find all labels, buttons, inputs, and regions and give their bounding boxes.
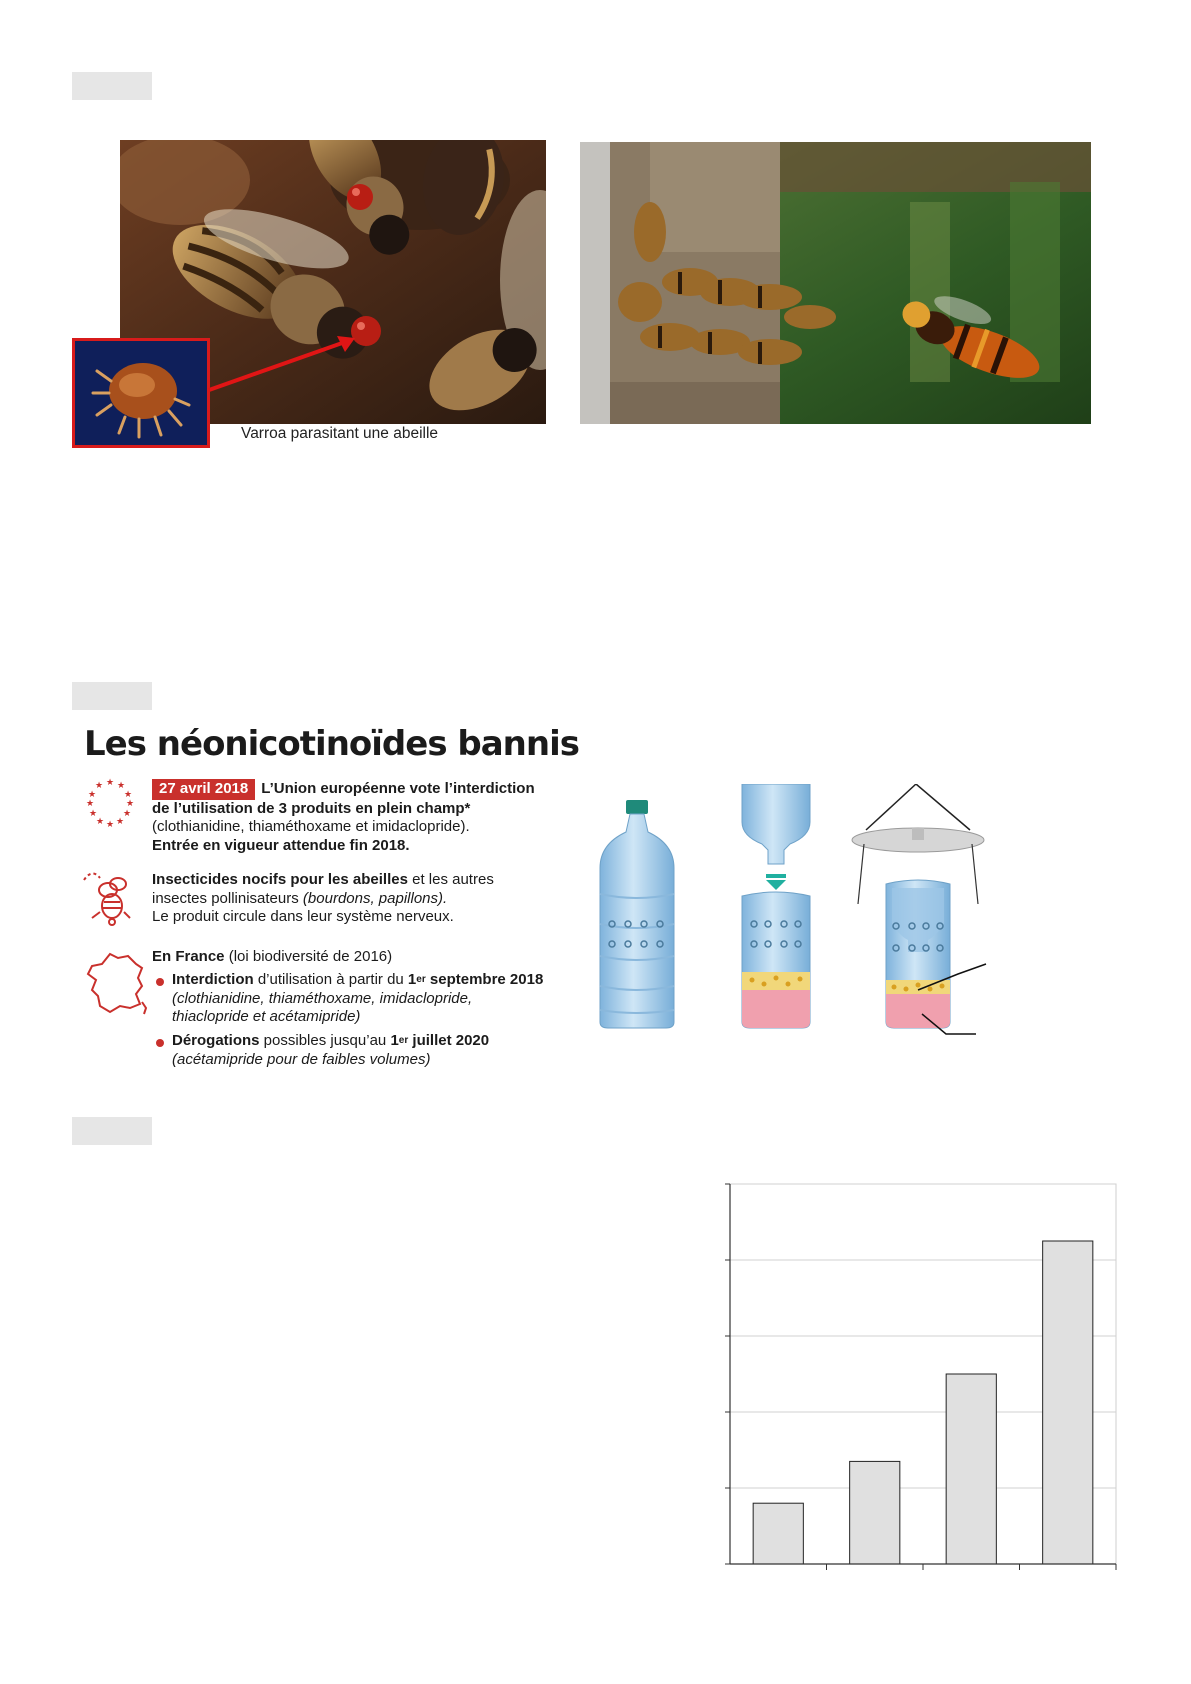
svg-text:★: ★ [122,808,132,818]
chart-bars [753,1241,1093,1564]
bottle-intact [600,800,674,1028]
svg-text:★: ★ [115,816,125,826]
svg-text:★: ★ [85,798,95,808]
svg-text:★: ★ [95,816,105,826]
svg-text:★: ★ [87,789,97,799]
hornet-hive-photo [580,142,1091,424]
bar-2 [946,1374,996,1564]
bottle-trap-diagram [596,784,1016,1044]
france-bullet-1: Interdiction d’utilisation à partir du 1er septembre 2018 (clothianidine, thiaméthoxame, imidaclopride, thiaclopride et acétamipride) [172,971,544,1025]
bullet-2 [156,1039,164,1047]
svg-text:★: ★ [88,808,98,818]
svg-text:★: ★ [123,789,133,799]
france-map-icon [84,950,150,1016]
doc-tag-1 [72,72,152,100]
svg-text:★: ★ [94,780,104,790]
date-badge: 27 avril 2018 [152,779,255,800]
bees-paragraph: Insecticides nocifs pour les abeilles et les autres insectes pollinisateurs (bourdons, papillons). Le produit circule dans leur système nerveux. [152,871,494,925]
news-title: Les néonicotinoïdes bannis [84,724,579,764]
bottle-cut [742,784,810,1028]
varroa-caption: Varroa parasitant une abeille [241,425,439,442]
svg-text:★: ★ [116,780,126,790]
bar-1 [850,1461,900,1564]
france-bullet-2: Dérogations possibles jusqu’au 1er juillet 2020 (acétamipride pour de faibles volumes) [172,1032,490,1068]
red-arrow-icon [205,330,365,410]
bee-icon [78,864,142,928]
bar-chart [716,1170,1136,1590]
trap-assembled [852,784,986,1034]
eu-stars-icon [84,776,136,828]
svg-text:★: ★ [125,798,135,808]
doc-tag-3 [72,1117,152,1145]
varroa-mite-illustration [75,341,207,445]
bullet-1 [156,978,164,986]
varroa-inset [72,338,210,448]
bar-3 [1043,1241,1093,1564]
svg-text:★: ★ [105,819,115,828]
hornet-hive-illustration [580,142,1091,424]
doc-tag-2 [72,682,152,710]
svg-text:★: ★ [105,777,115,787]
bar-0 [753,1503,803,1564]
france-paragraph: En France (loi biodiversité de 2016) [152,948,393,965]
eu-paragraph: 27 avril 2018 L’Union européenne vote l’interdiction de l’utilisation de 3 produits en plein champ* (clothianidine, thiaméthoxame et imidaclopride). Entrée en vigueur attendue fin 2018. [152,780,535,854]
